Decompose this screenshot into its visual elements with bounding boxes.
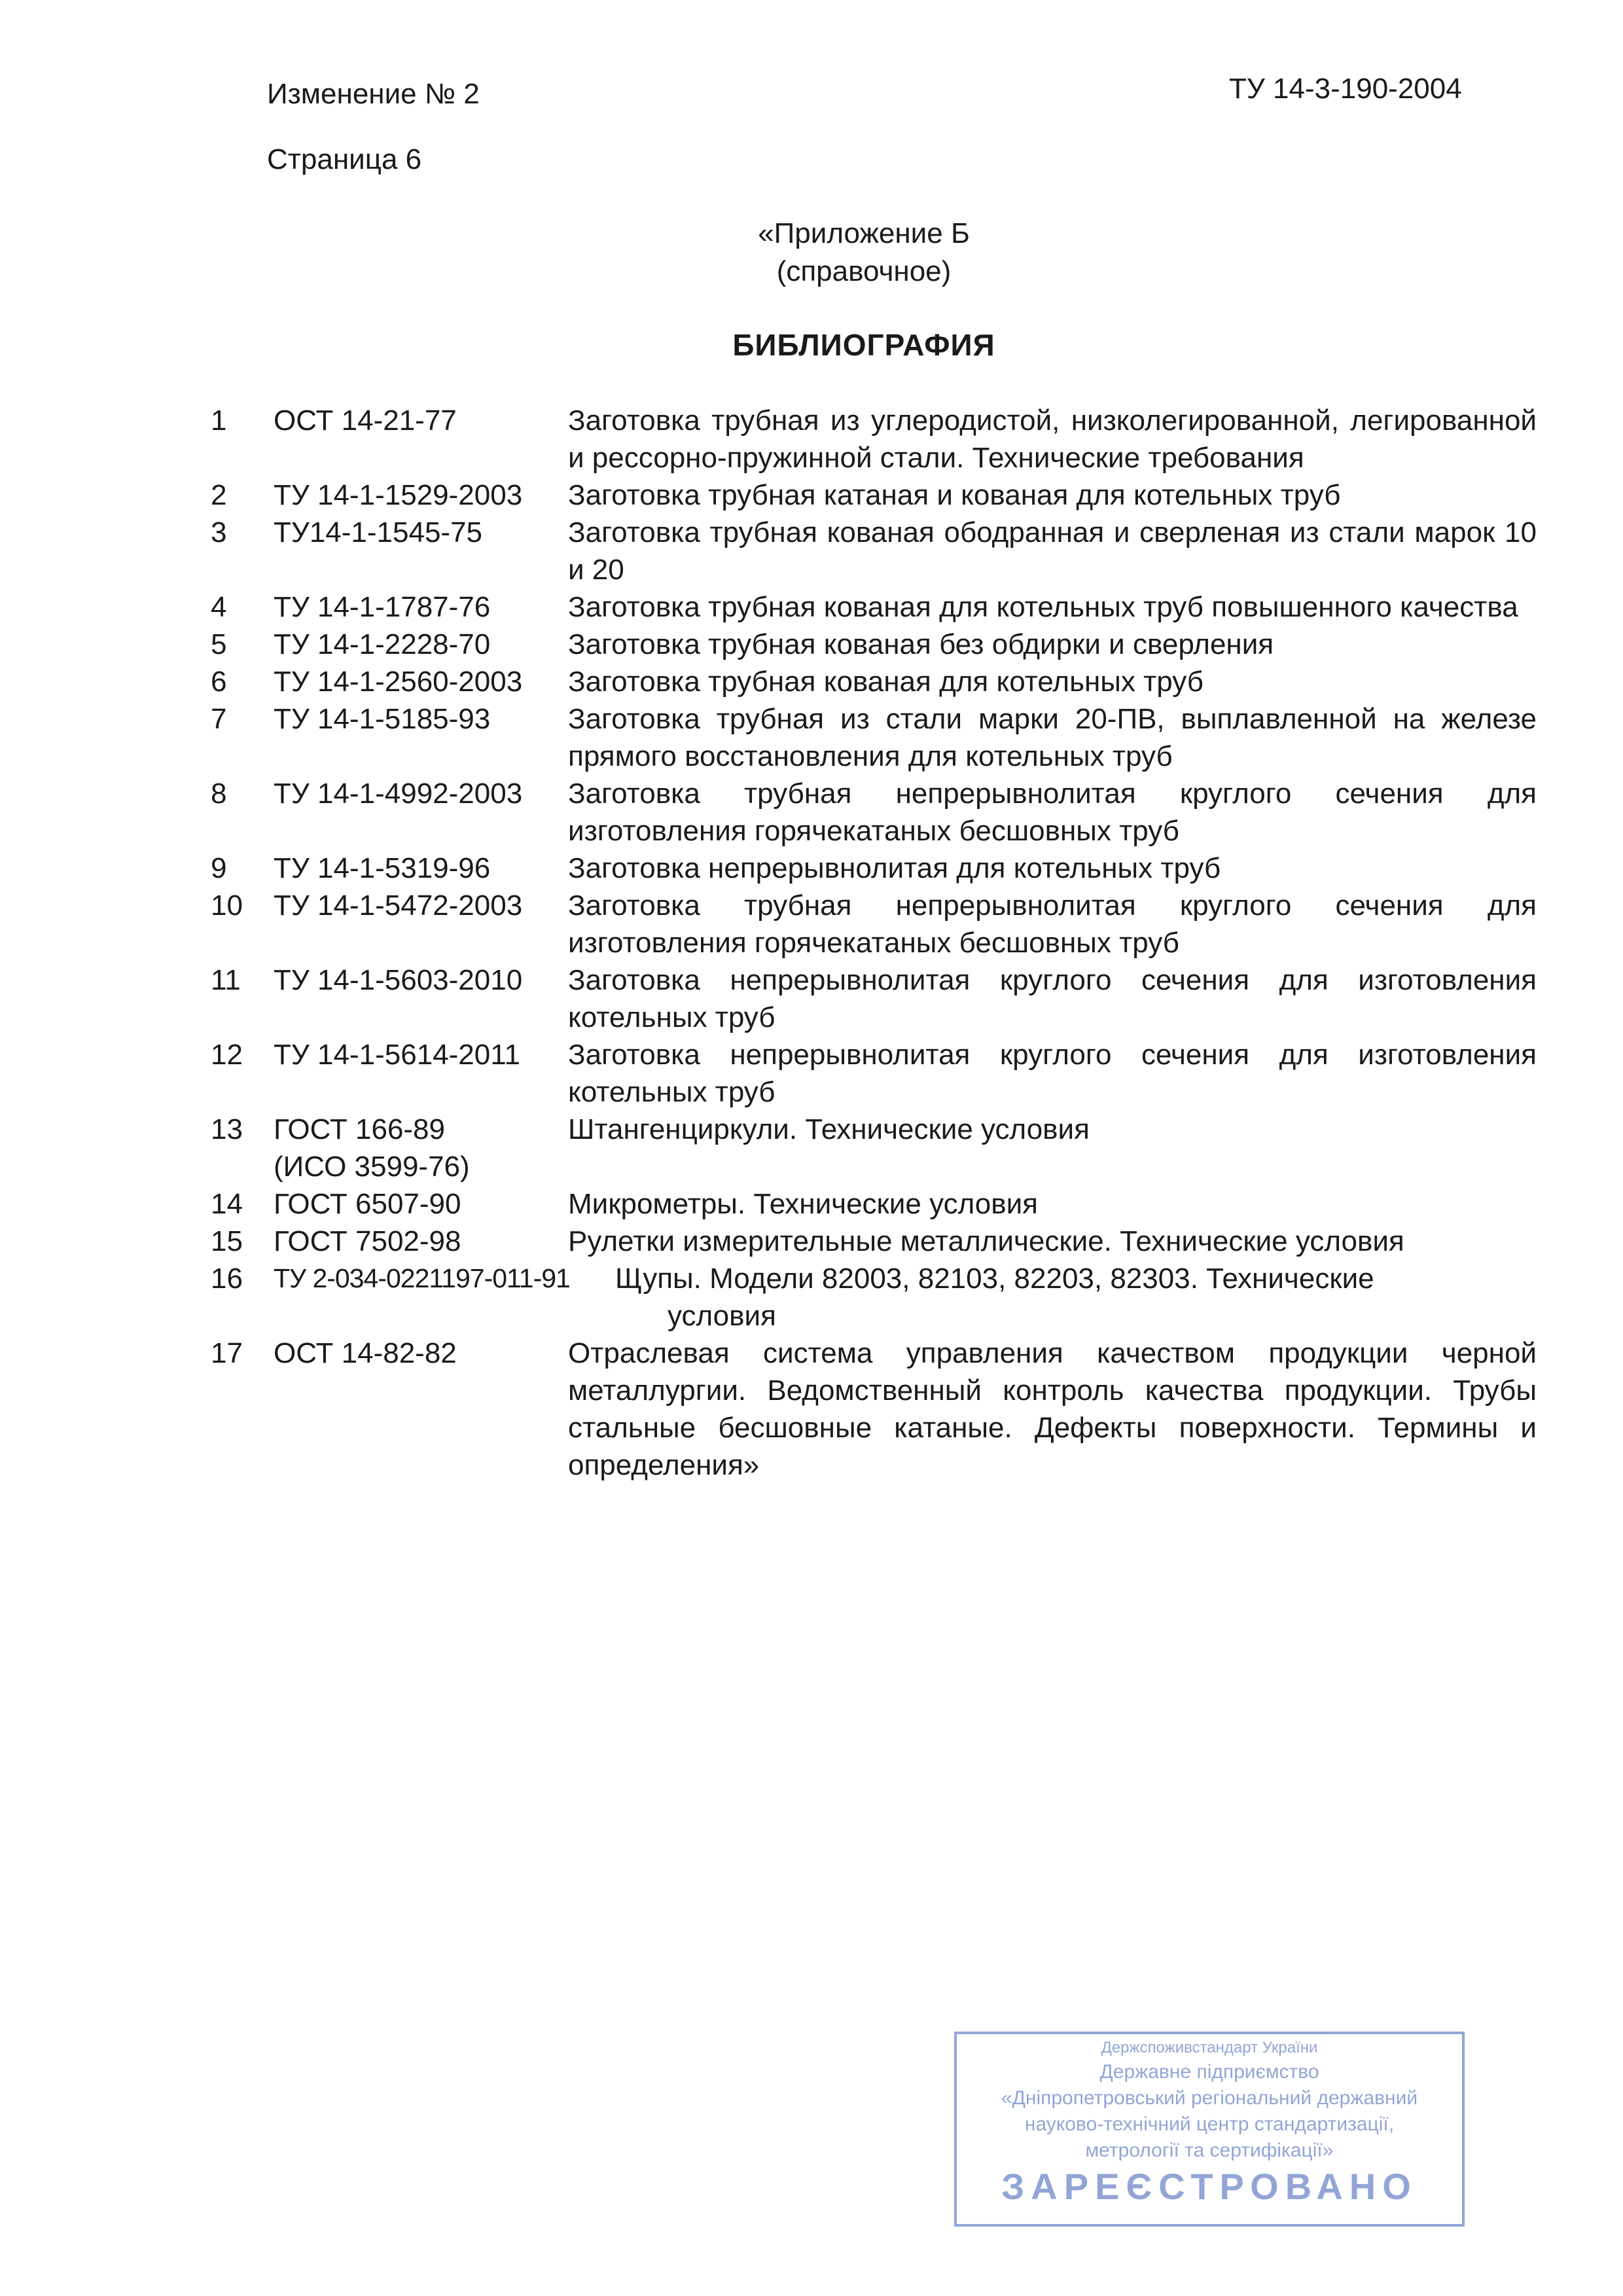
- bibliography-row: [208, 663, 1537, 700]
- bibliography-row: [208, 850, 1537, 887]
- registration-stamp: [954, 2032, 1465, 2227]
- entry-code: ТУ 14-1-2228-70: [274, 628, 491, 660]
- entry-code: ТУ 14-1-5614-2011: [274, 1039, 520, 1071]
- bibliography-row: [208, 1185, 1537, 1223]
- entry-title: Заготовка трубная кованая ободранная и сверленая из стали марок 10 и 20: [568, 516, 1537, 586]
- entry-number: 3: [211, 516, 227, 548]
- entry-title: Штангенциркули. Технические условия: [568, 1113, 1090, 1145]
- bibliography-row: [208, 402, 1537, 476]
- appendix-title: «Приложение Б: [758, 217, 970, 249]
- bibliography-list: [208, 402, 1537, 1484]
- entry-code: ТУ 14-1-4992-2003: [274, 778, 523, 810]
- bibliography-row: [208, 1335, 1537, 1484]
- entry-code: ТУ 14-1-1787-76: [274, 591, 491, 623]
- bibliography-row: [208, 476, 1537, 514]
- bibliography-row: [208, 700, 1537, 775]
- entry-number: 4: [211, 591, 227, 623]
- entry-title: Заготовка трубная кованая для котельных труб повышенного качества: [568, 591, 1518, 623]
- appendix-subtitle: (справочное): [776, 255, 952, 287]
- entry-title: Заготовка трубная катаная и кованая для котельных труб: [568, 479, 1341, 511]
- entry-code: ТУ 14-1-5185-93: [274, 703, 491, 735]
- entry-number: 11: [211, 964, 241, 996]
- entry-code: ТУ14-1-1545-75: [274, 516, 483, 548]
- entry-title: Рулетки измерительные металлические. Технические условия: [568, 1225, 1404, 1257]
- bibliography-row: [208, 1036, 1537, 1111]
- stamp-line-5: метрології та сертифікації»: [1085, 2140, 1334, 2161]
- bibliography-row: [208, 588, 1537, 626]
- bibliography-row: [208, 1223, 1537, 1260]
- entry-title: Заготовка непрерывнолитая для котельных труб: [568, 852, 1221, 884]
- entry-number: 2: [211, 479, 227, 511]
- entry-title: Заготовка трубная непрерывнолитая круглого сечения для изготовления горячекатаных бесшовных труб: [568, 778, 1537, 847]
- entry-number: 15: [211, 1225, 243, 1257]
- stamp-line-4: науково-технічний центр стандартизації,: [1024, 2113, 1395, 2135]
- bibliography-row: [208, 626, 1537, 663]
- entry-code: ТУ 14-1-1529-2003: [274, 479, 523, 511]
- bibliography-row: [208, 1260, 1537, 1335]
- entry-title: Отраслевая система управления качеством продукции черной металлургии. Ведомственный контроль качества продукции. Трубы стальные бесшовные катаные. Дефекты поверхности. Термины и определения»: [568, 1337, 1537, 1481]
- entry-title: [615, 1260, 1537, 1335]
- stamp-line-1: Держспоживстандарт України: [1101, 2039, 1318, 2056]
- entry-number: 9: [211, 852, 227, 884]
- entry-title: Заготовка трубная кованая для котельных труб: [568, 666, 1204, 698]
- bibliography-row: [208, 887, 1537, 961]
- bibliography-row: [208, 514, 1537, 588]
- entry-title: Заготовка непрерывнолитая круглого сечения для изготовления котельных труб: [568, 1039, 1537, 1108]
- entry-code: ОСТ 14-21-77: [274, 404, 457, 437]
- entry-title: Заготовка трубная кованая без обдирки и сверления: [568, 628, 1274, 660]
- document-code: ТУ 14-3-190-2004: [1229, 73, 1462, 105]
- entry-title-continuation: условия: [668, 1300, 776, 1332]
- appendix-heading: [52, 215, 1623, 291]
- entry-number: 14: [211, 1188, 243, 1220]
- entry-number: 6: [211, 666, 227, 698]
- stamp-line-3: «Дніпропетровський регіональний державний: [1001, 2087, 1418, 2109]
- entry-code: ОСТ 14-82-82: [274, 1337, 457, 1369]
- page-number: Страница 6: [267, 143, 422, 175]
- entry-code: ТУ 14-1-5319-96: [274, 852, 491, 884]
- entry-number: 8: [211, 778, 227, 810]
- entry-number: 16: [211, 1263, 243, 1295]
- entry-number: 7: [211, 703, 227, 735]
- entry-number: 17: [211, 1337, 243, 1369]
- entry-title: Заготовка трубная непрерывнолитая круглого сечения для изготовления горячекатаных бесшовных труб: [568, 889, 1537, 959]
- entry-code: ТУ 14-1-5603-2010: [274, 964, 523, 996]
- entry-number: 13: [211, 1113, 243, 1145]
- bibliography-row: [208, 961, 1537, 1036]
- entry-title: Микрометры. Технические условия: [568, 1188, 1039, 1220]
- entry-title: Заготовка непрерывнолитая круглого сечения для изготовления котельных труб: [568, 964, 1537, 1033]
- bibliography-row: [208, 775, 1537, 850]
- entry-number: 5: [211, 628, 227, 660]
- entry-number: 12: [211, 1039, 243, 1071]
- entry-code: ГОСТ 7502-98: [274, 1225, 461, 1257]
- bibliography-row: [208, 1111, 1537, 1185]
- change-number: Изменение № 2: [267, 78, 480, 110]
- entry-code: ТУ 2-034-0221197-011-91: [274, 1263, 570, 1293]
- entry-number: 1: [211, 404, 227, 437]
- entry-code: ТУ 14-1-2560-2003: [274, 666, 523, 698]
- stamp-line-2: Державне підприємство: [1099, 2061, 1319, 2083]
- entry-code: ГОСТ 166-89 (ИСО 3599-76): [274, 1113, 470, 1183]
- entry-code: ТУ 14-1-5472-2003: [274, 889, 523, 922]
- entry-title: Заготовка трубная из стали марки 20-ПВ, выплавленной на железе прямого восстановления для котельных труб: [568, 703, 1537, 772]
- entry-title-text: Щупы. Модели 82003, 82103, 82203, 82303. Технические: [615, 1263, 1374, 1295]
- entry-title: Заготовка трубная из углеродистой, низколегированной, легированной и рессорно-пружинной стали. Технические требования: [568, 404, 1537, 474]
- entry-number: 10: [211, 889, 243, 922]
- stamp-registered: ЗАРЕЄСТРОВАНО: [1001, 2166, 1418, 2207]
- entry-code: ГОСТ 6507-90: [274, 1188, 461, 1220]
- section-title: БИБЛИОГРАФИЯ: [732, 328, 995, 362]
